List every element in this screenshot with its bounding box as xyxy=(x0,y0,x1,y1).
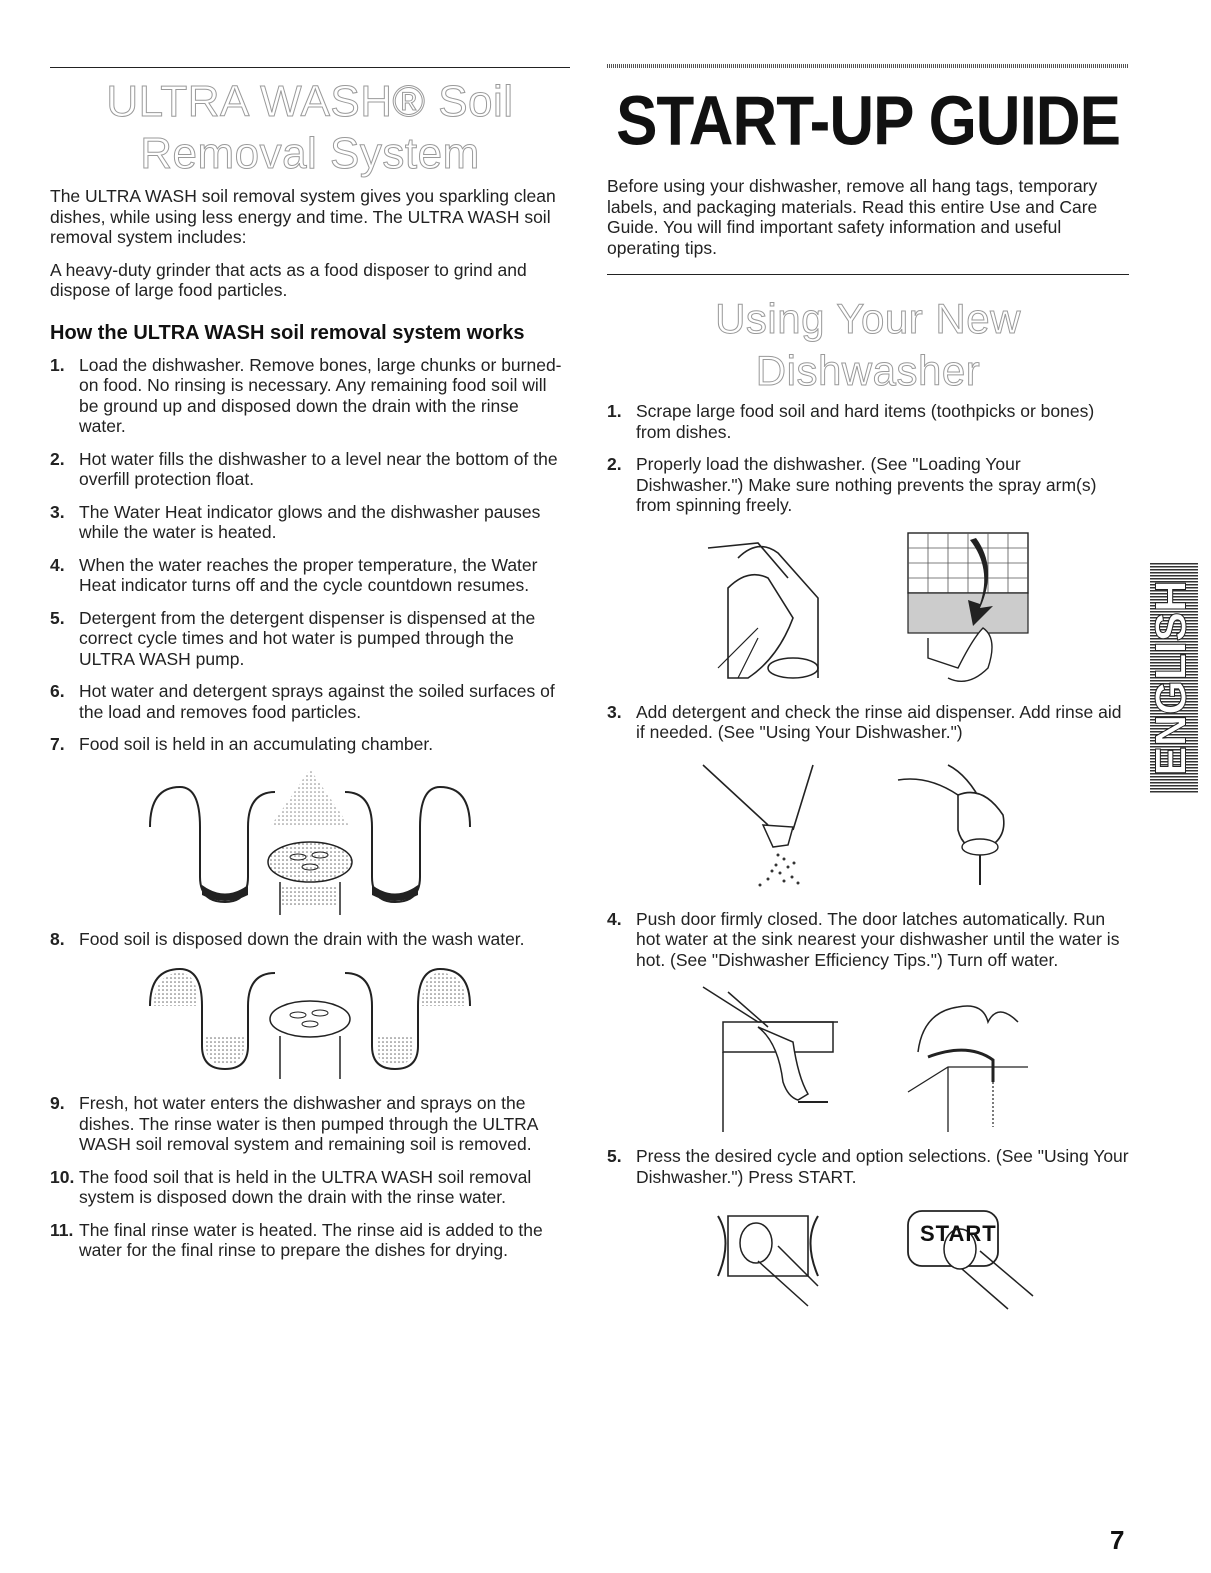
list-item: 9. Fresh, hot water enters the dishwasher and sprays on the dishes. The rinse water is then pumped through the ULTRA WASH soil removal system and remaining soil is removed. xyxy=(50,1093,538,1154)
list-item: 2. Hot water fills the dishwasher to a level near the bottom of the overfill protection float. xyxy=(50,448,558,489)
list-item: 2. Properly load the dishwasher. (See "Loading Your Dishwasher.") Make sure nothing prevents the spray arm(s) from spinning freely. xyxy=(607,454,1097,515)
english-tab-icon xyxy=(1150,563,1198,793)
start-up-steps-a xyxy=(607,401,1129,516)
left-column xyxy=(50,62,570,1273)
list-item: 3. Add detergent and check the rinse aid dispenser. Add rinse aid if needed. (See "Using Your Dishwasher.") xyxy=(607,701,1122,742)
ultra-wash-steps-b xyxy=(50,929,570,950)
cycle-start-illustration xyxy=(607,1201,1129,1311)
start-up-steps-c xyxy=(607,909,1129,971)
drain-chamber-icon xyxy=(130,767,490,915)
start-up-steps-b xyxy=(607,702,1129,743)
ultra-wash-title-line2: Removal System xyxy=(140,129,480,178)
how-it-works-heading: How the ULTRA WASH soil removal system works xyxy=(50,321,525,344)
list-item: 11. The final rinse water is heated. The rinse aid is added to the water for the final rinse to prepare the dishes for drying. xyxy=(50,1219,543,1260)
finger-press-icon xyxy=(898,1201,1038,1311)
list-item: 1. Load the dishwasher. Remove bones, large chunks or burned-on food. No rinsing is necessary. Any remaining food soil will be ground up and disposed down the drain with the rinse water. xyxy=(50,354,562,436)
ultra-wash-steps-a xyxy=(50,355,570,755)
list-item: 8. Food soil is disposed down the drain with the wash water. xyxy=(50,928,525,949)
section-divider xyxy=(607,274,1129,275)
intro-paragraph-1: The ULTRA WASH soil removal system gives you sparkling clean dishes, while using less energy and time. The ULTRA WASH soil removal system includes: xyxy=(50,186,556,247)
door-sink-illustration xyxy=(607,982,1129,1132)
list-item: 4. Push door firmly closed. The door latches automatically. Run hot water at the sink nearest your dishwasher until the water is hot. (See "Dishwasher Efficiency Tips.") Turn off water. xyxy=(607,908,1120,970)
page-number: 7 xyxy=(1110,1525,1125,1555)
list-item: 6. Hot water and detergent sprays against the soiled surfaces of the load and removes food particles. xyxy=(50,681,555,722)
right-column xyxy=(607,62,1129,1325)
language-side-tab xyxy=(1150,563,1198,793)
rack-spray-arm-icon xyxy=(888,528,1038,688)
list-item: 5. Detergent from the detergent dispenser is dispensed at the correct cycle times and hot water is pumped through the ULTRA WASH pump. xyxy=(50,607,536,669)
ultra-wash-title-line1: ULTRA WASH® Soil xyxy=(106,77,514,126)
start-up-intro: Before using your dishwasher, remove all hang tags, temporary labels, and packaging materials. Read this entire Use and Care Guide. You will find important safety information and useful operating tips. xyxy=(607,176,1098,258)
door-close-icon xyxy=(698,982,848,1132)
side-tab-text: ENGLISH xyxy=(1150,580,1196,776)
intro-paragraph-2: A heavy-duty grinder that acts as a food disposer to grind and dispose of large food particles. xyxy=(50,259,527,300)
list-item: 1. Scrape large food soil and hard items (toothpicks or bones) from dishes. xyxy=(607,401,1095,442)
detergent-pour-icon xyxy=(698,755,848,895)
cycle-select-button-icon xyxy=(698,1201,838,1311)
scraping-dish-icon xyxy=(698,528,848,688)
rinse-aid-bottle-icon xyxy=(888,755,1038,895)
using-dishwasher-title: Using Your New Dishwasher xyxy=(715,295,1021,394)
list-item: 4. When the water reaches the proper temperature, the Water Heat indicator turns off and the cycle countdown resumes. xyxy=(50,554,538,595)
drain-illustration xyxy=(50,961,570,1079)
sink-faucet-icon xyxy=(888,982,1038,1132)
loading-illustration xyxy=(607,528,1129,688)
list-item: 10. The food soil that is held in the ULTRA WASH soil removal system is disposed down the drain with the rinse water. xyxy=(50,1166,532,1207)
start-up-guide-title: START-UP GUIDE xyxy=(616,82,1120,161)
start-button-label: START xyxy=(920,1221,997,1246)
ultra-wash-steps-c xyxy=(50,1093,570,1261)
detergent-illustration xyxy=(607,755,1129,895)
start-up-steps-d xyxy=(607,1146,1129,1187)
accumulating-chamber-illustration xyxy=(50,767,570,915)
start-button-illustration xyxy=(898,1201,1038,1311)
list-item: 5. Press the desired cycle and option selections. (See "Using Your Dishwasher.") Press START. xyxy=(607,1146,1129,1187)
list-item: 3. The Water Heat indicator glows and the dishwasher pauses while the water is heated. xyxy=(50,501,541,542)
list-item: 7. Food soil is held in an accumulating chamber. xyxy=(50,734,434,754)
drain-pipe-icon xyxy=(130,961,490,1079)
